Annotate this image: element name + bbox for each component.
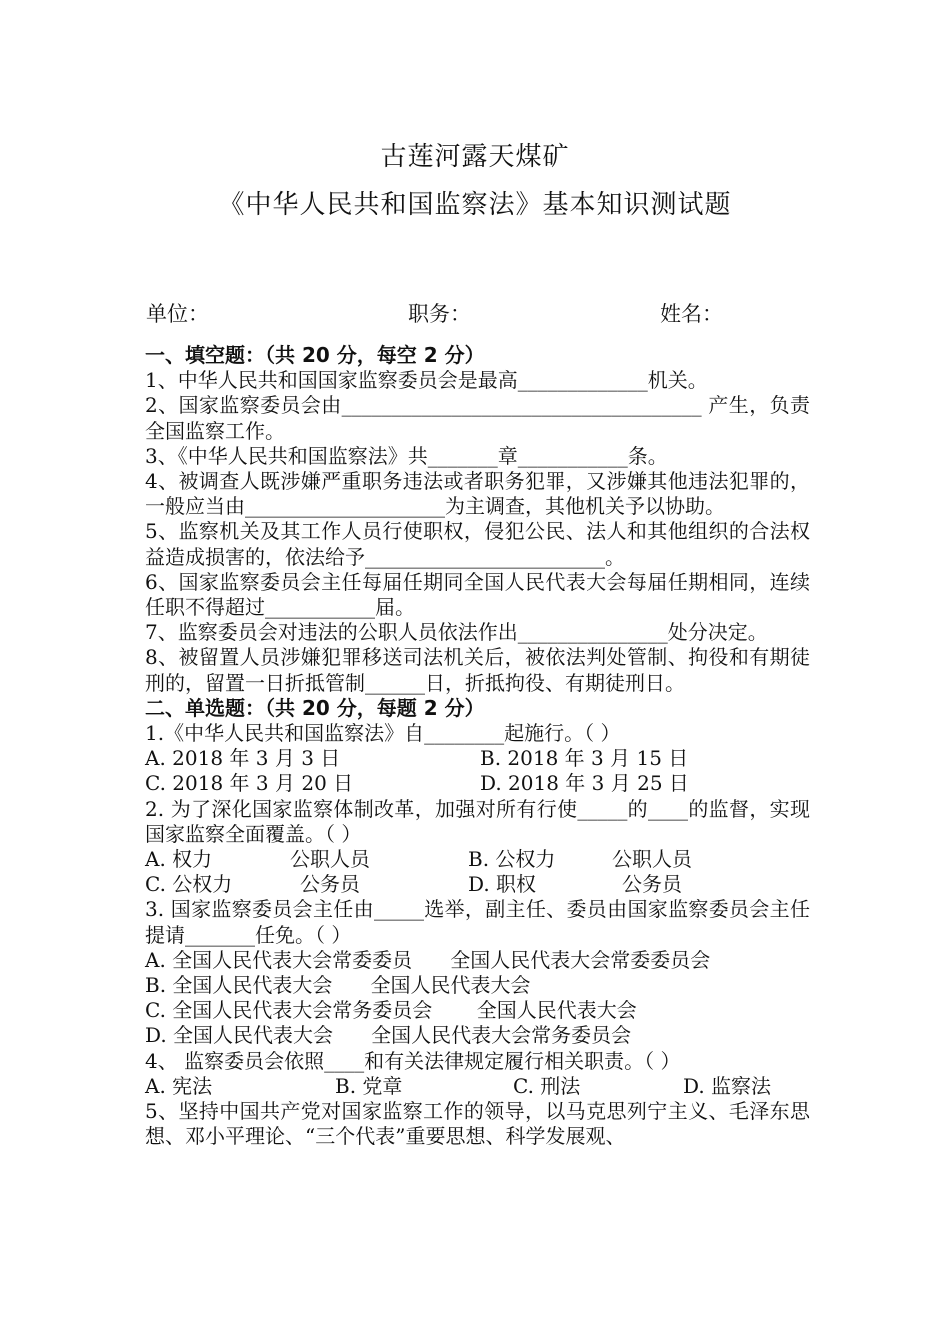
option-c: C. 刑法 bbox=[513, 1073, 581, 1098]
fill-question-6: 6、国家监察委员会主任每届任期同全国人民代表大会每届任期相同，连续任职不得超过___________届。 bbox=[145, 569, 810, 620]
option-row bbox=[145, 771, 810, 796]
document-title: 《中华人民共和国监察法》基本知识测试题 bbox=[218, 190, 732, 220]
option-c: C. 公权力 bbox=[145, 872, 233, 897]
option-a: A. 2018 年 3 月 3 日 bbox=[145, 746, 341, 771]
option-d-second: 公务员 bbox=[622, 872, 682, 897]
unit-label: 单位： bbox=[146, 302, 209, 326]
choice-question-5: 5、坚持中国共产党对国家监察工作的领导，以马克思列宁主义、毛泽东思想、邓小平理论、“三个代表”重要思想、科学发展观、 bbox=[145, 1099, 810, 1149]
company-title: 古莲河露天煤矿 bbox=[380, 142, 570, 172]
option-c: C. 全国人民代表大会常务委员会 全国人民代表大会 bbox=[145, 998, 637, 1023]
option-a-second: 公职人员 bbox=[290, 847, 370, 872]
option-b: B. 公权力 bbox=[468, 847, 556, 872]
option-row bbox=[145, 847, 810, 872]
fill-question-3: 3、《中华人民共和国监察法》共_______章___________条。 bbox=[145, 443, 668, 468]
name-label: 姓名： bbox=[660, 302, 723, 326]
fill-question-8: 8、被留置人员涉嫌犯罪移送司法机关后，被依法判处管制、拘役和有期徒刑的，留置一日折抵管制______日，折抵拘役、有期徒刑日。 bbox=[145, 645, 810, 695]
option-row bbox=[145, 746, 810, 771]
option-b: B. 党章 bbox=[335, 1073, 403, 1098]
post-label: 职务： bbox=[408, 302, 471, 326]
choice-question-4: 4、 监察委员会依照____和有关法律规定履行相关职责。（ ） bbox=[145, 1048, 681, 1073]
option-d: D. 全国人民代表大会 全国人民代表大会常务委员会 bbox=[145, 1023, 632, 1048]
option-d: D. 职权 bbox=[468, 872, 537, 897]
option-a: A. 全国人民代表大会常委委员 全国人民代表大会常委委员会 bbox=[145, 947, 711, 972]
option-c-second: 公务员 bbox=[300, 872, 360, 897]
fill-question-5: 5、监察机关及其工作人员行使职权，侵犯公民、法人和其他组织的合法权益造成损害的，依法给予________________________。 bbox=[145, 519, 810, 569]
option-d: D. 监察法 bbox=[683, 1073, 772, 1098]
fill-question-4: 4、被调查人既涉嫌严重职务违法或者职务犯罪，又涉嫌其他违法犯罪的，一般应当由____________________为主调查，其他机关予以协助。 bbox=[145, 469, 810, 519]
option-c: C. 2018 年 3 月 20 日 bbox=[145, 771, 354, 796]
question-content bbox=[145, 343, 810, 1150]
section-heading-fill-blank: 一、填空题：（共 20 分，每空 2 分） bbox=[145, 343, 485, 367]
choice-question-1: 1.《中华人民共和国监察法》自________起施行。（ ） bbox=[145, 721, 621, 746]
choice-question-2: 2. 为了深化国家监察体制改革，加强对所有行使_____的____的监督，实现国家监察全面覆盖。（ ） bbox=[145, 796, 810, 846]
option-a: A. 权力 bbox=[145, 847, 213, 872]
option-a: A. 宪法 bbox=[145, 1073, 213, 1098]
option-row bbox=[145, 1074, 810, 1099]
option-row bbox=[145, 872, 810, 897]
fill-question-7: 7、监察委员会对违法的公职人员依法作出_______________处分决定。 bbox=[145, 620, 768, 645]
choice-question-3: 3. 国家监察委员会主任由_____选举，副主任、委员由国家监察委员会主任提请_______任免。（ ） bbox=[145, 897, 810, 947]
fill-question-1: 1、中华人民共和国国家监察委员会是最高_____________机关。 bbox=[145, 368, 708, 393]
option-b: B. 全国人民代表大会 全国人民代表大会 bbox=[145, 973, 531, 998]
fill-question-2: 2、国家监察委员会由____________________________________ 产生，负责全国监察工作。 bbox=[145, 393, 810, 443]
option-b: B. 2018 年 3 月 15 日 bbox=[480, 746, 689, 771]
option-d: D. 2018 年 3 月 25 日 bbox=[480, 771, 689, 796]
section-heading-single-choice: 二、单选题：（共 20 分，每题 2 分） bbox=[145, 695, 485, 720]
option-b-second: 公职人员 bbox=[612, 847, 692, 872]
